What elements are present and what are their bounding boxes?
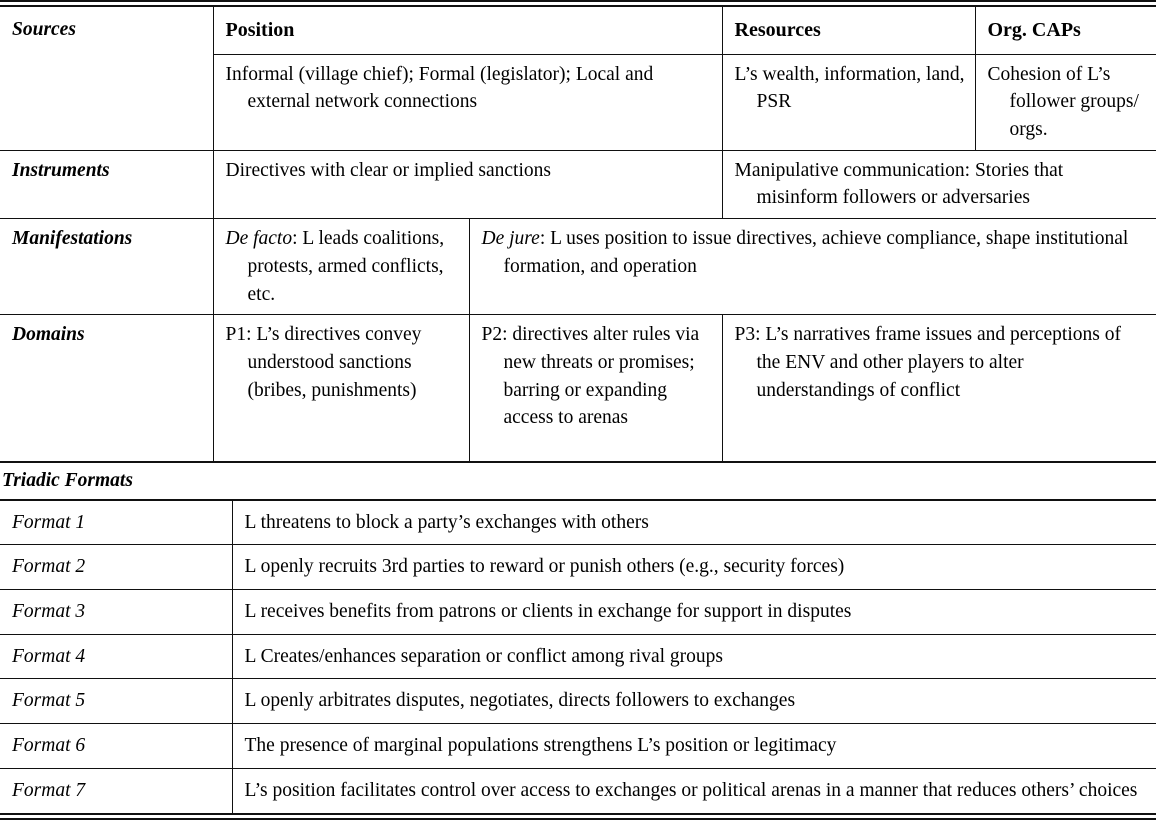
format-label: Format 6 <box>12 735 86 757</box>
section-title-triadic-formats: Triadic Formats <box>2 469 133 491</box>
cell-domains-label <box>0 315 213 461</box>
table-bottom-double-rule <box>0 813 1156 820</box>
cell-domains-p2 <box>469 315 722 461</box>
format-label: Format 5 <box>12 690 86 712</box>
format-label-cell <box>0 545 232 590</box>
format-label-cell <box>0 501 232 545</box>
text-instruments-right: Manipulative communication: Stories that misinform followers or adversaries <box>734 159 1064 209</box>
triadic-formats-table <box>0 501 1156 813</box>
format-label: Format 3 <box>12 601 86 623</box>
format-label-cell <box>0 590 232 635</box>
column-header-org-caps: Org. CAPs <box>987 19 1081 41</box>
cell-sources-label <box>0 54 213 150</box>
table-header-row <box>0 7 1156 54</box>
sources-table <box>0 7 1156 461</box>
cell-domains-p3 <box>722 315 1156 461</box>
cell-sources-org-caps <box>975 54 1156 150</box>
cell-sources-resources <box>722 54 975 150</box>
de-jure-body: : L uses position to issue directives, achieve compliance, shape institutional formation, and operation <box>503 228 1129 277</box>
table-row <box>0 590 1156 635</box>
cell-sources-position <box>213 54 722 150</box>
de-facto-lead: De facto <box>225 228 293 250</box>
table-row <box>0 724 1156 769</box>
format-text-cell <box>232 590 1156 635</box>
table-row <box>0 501 1156 545</box>
de-jure-lead: De jure <box>481 228 540 250</box>
table-row <box>0 679 1156 724</box>
format-label: Format 2 <box>12 556 86 578</box>
cell-manifestations-de-facto <box>213 219 469 315</box>
label-manifestations: Manifestations <box>12 228 133 250</box>
cell-instruments-left <box>213 150 722 218</box>
table-row-sources <box>0 54 1156 150</box>
cell-domains-p1 <box>213 315 469 461</box>
header-cell-sources <box>0 7 213 54</box>
header-cell-org-caps <box>975 7 1156 54</box>
format-text: L’s position facilitates control over access to exchanges or political arenas in a manner that reduces others’ choices <box>244 779 1138 801</box>
format-text-cell <box>232 768 1156 812</box>
text-domains-p3: P3: L’s narratives frame issues and perceptions of the ENV and other players to alter understandings of conflict <box>734 324 1121 401</box>
format-label-cell <box>0 679 232 724</box>
de-facto-body: : L leads coalitions, protests, armed conflicts, etc. <box>247 228 445 305</box>
format-text-cell <box>232 545 1156 590</box>
format-text: L Creates/enhances separation or conflict among rival groups <box>244 645 723 667</box>
format-text: L threatens to block a party’s exchanges with others <box>244 511 649 533</box>
cell-instruments-label <box>0 150 213 218</box>
text-de-facto <box>226 225 459 308</box>
cell-instruments-right <box>722 150 1156 218</box>
text-domains-p1: P1: L’s directives convey understood sanctions (bribes, punishments) <box>225 324 422 401</box>
header-cell-resources <box>722 7 975 54</box>
format-text-cell <box>232 724 1156 769</box>
text-de-jure <box>482 225 1147 280</box>
table-row <box>0 545 1156 590</box>
format-text: The presence of marginal populations strengthens L’s position or legitimacy <box>244 735 837 757</box>
text-sources-org-caps: Cohesion of L’s follower groups/ orgs. <box>987 63 1139 141</box>
format-label: Format 1 <box>12 511 86 533</box>
table-row-instruments <box>0 150 1156 218</box>
table-top-double-rule <box>0 0 1156 7</box>
label-sources: Sources <box>12 19 76 40</box>
format-label: Format 7 <box>12 779 86 801</box>
format-text-cell <box>232 679 1156 724</box>
label-domains: Domains <box>12 324 85 346</box>
cell-manifestations-label <box>0 219 213 315</box>
format-label-cell <box>0 768 232 812</box>
table-row <box>0 768 1156 812</box>
column-header-position: Position <box>225 19 295 41</box>
format-label: Format 4 <box>12 645 86 667</box>
format-text-cell <box>232 634 1156 679</box>
table-row-domains <box>0 315 1156 461</box>
cell-manifestations-de-jure <box>469 219 1156 315</box>
format-text: L receives benefits from patrons or clients in exchange for support in disputes <box>244 601 852 623</box>
label-instruments: Instruments <box>12 159 110 181</box>
format-text-cell <box>232 501 1156 545</box>
header-cell-position <box>213 7 722 54</box>
text-domains-p2: P2: directives alter rules via new threats or promises; barring or expanding access to arenas <box>481 324 700 429</box>
format-text: L openly arbitrates disputes, negotiates, directs followers to exchanges <box>244 690 796 712</box>
text-instruments-left: Directives with clear or implied sanctions <box>225 159 551 181</box>
table-row-manifestations <box>0 219 1156 315</box>
column-header-resources: Resources <box>734 19 821 41</box>
format-label-cell <box>0 724 232 769</box>
text-sources-position: Informal (village chief); Formal (legislator); Local and external network connections <box>225 63 654 113</box>
format-label-cell <box>0 634 232 679</box>
text-sources-resources: L’s wealth, information, land, PSR <box>734 63 965 113</box>
format-text: L openly recruits 3rd parties to reward or punish others (e.g., security forces) <box>244 556 845 578</box>
table-row <box>0 634 1156 679</box>
